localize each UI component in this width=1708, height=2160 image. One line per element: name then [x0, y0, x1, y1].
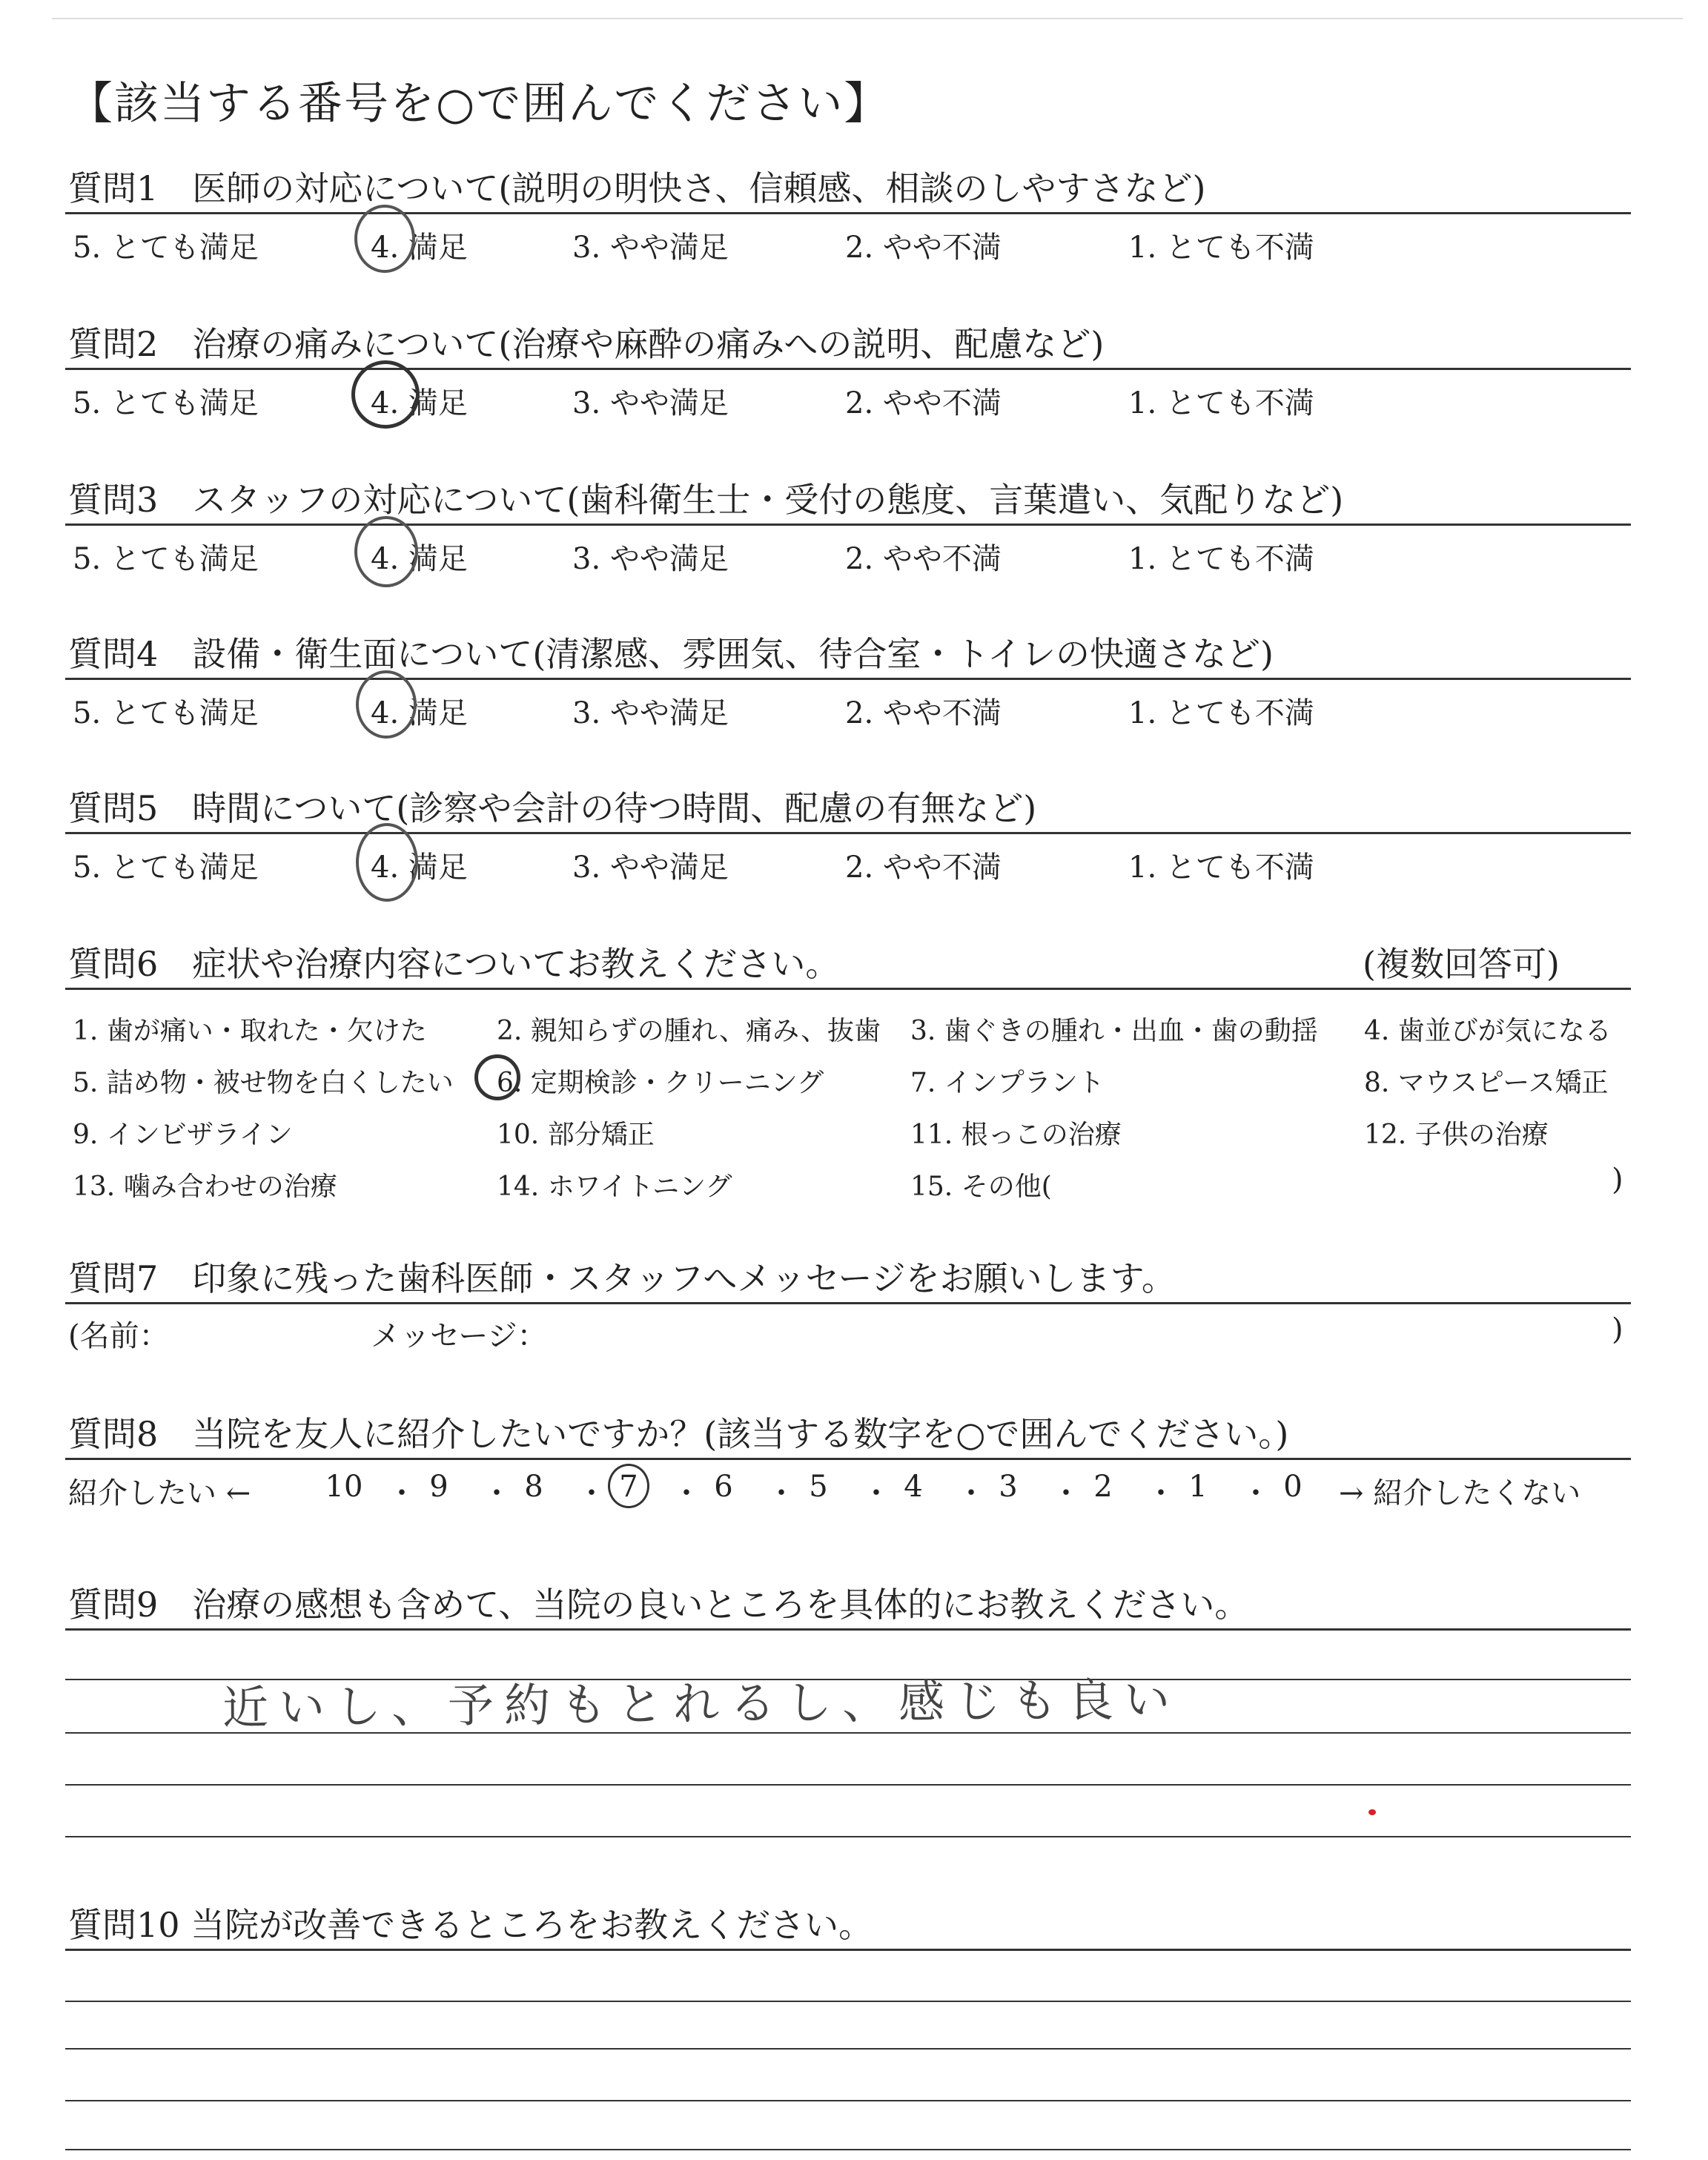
question-10-title: 質問10 当院が改善できるところをお教えください。 — [68, 1905, 873, 1945]
q6-option-15[interactable]: 15. その他( — [910, 1172, 1052, 1202]
q10-line-2 — [65, 2001, 1631, 2002]
question-8-title: 質問8 当院を友人に紹介したいですか？(該当する数字を○で囲んでください。) — [68, 1414, 1289, 1454]
q6-option-6[interactable]: 6. 定期検診・クリーニング — [497, 1068, 824, 1098]
question-2-rule — [65, 368, 1631, 370]
q1-option-1[interactable]: 1. とても不満 — [1128, 231, 1314, 265]
q8-scale-10[interactable]: 10 — [325, 1470, 363, 1504]
q2-option-2[interactable]: 2. やや不満 — [845, 386, 1002, 420]
q8-separator: ・ — [861, 1476, 891, 1510]
q8-scale-8[interactable]: 8 — [524, 1470, 543, 1504]
q7-name-label: (名前： — [68, 1319, 169, 1353]
q8-separator: ・ — [956, 1476, 986, 1510]
q7-message-label: メッセージ： — [371, 1319, 547, 1353]
q8-scale-7[interactable]: 7 — [619, 1470, 638, 1504]
q7-close-paren: ) — [1612, 1312, 1623, 1347]
q10-line-4 — [65, 2100, 1631, 2101]
q5-option-5[interactable]: 5. とても満足 — [73, 851, 259, 885]
q1-option-4[interactable]: 4. 満足 — [371, 231, 468, 265]
q8-scale-0[interactable]: 0 — [1283, 1470, 1302, 1504]
question-3-rule — [65, 524, 1631, 526]
q4-option-3[interactable]: 3. やや満足 — [572, 696, 729, 730]
q9-line-4 — [65, 1784, 1631, 1786]
q4-option-5[interactable]: 5. とても満足 — [73, 696, 259, 730]
q6-option-4[interactable]: 4. 歯並びが気になる — [1364, 1016, 1612, 1046]
q3-option-1[interactable]: 1. とても不満 — [1128, 542, 1314, 576]
question-6-title: 質問6 症状や治療内容についてお教えください。 — [68, 944, 840, 984]
question-2-title: 質問2 治療の痛みについて(治療や麻酔の痛みへの説明、配慮など) — [68, 324, 1105, 364]
question-4-rule — [65, 678, 1631, 680]
q2-option-3[interactable]: 3. やや満足 — [572, 386, 729, 420]
q8-separator: ・ — [387, 1476, 417, 1510]
question-6-rule — [65, 988, 1631, 990]
q2-option-5[interactable]: 5. とても満足 — [73, 386, 259, 420]
q8-separator: ・ — [1051, 1476, 1081, 1510]
q1-selection-circle — [354, 205, 415, 273]
q10-line-5 — [65, 2149, 1631, 2150]
q6-option-14[interactable]: 14. ホワイトニング — [497, 1172, 732, 1202]
q9-line-1 — [65, 1628, 1631, 1631]
q3-option-3[interactable]: 3. やや満足 — [572, 542, 729, 576]
q5-selection-circle — [356, 823, 418, 902]
question-7-rule — [65, 1302, 1631, 1304]
q8-separator: ・ — [482, 1476, 512, 1510]
page-title: 【該当する番号を○で囲んでください】 — [68, 78, 890, 130]
q6-option-9[interactable]: 9. インビザライン — [73, 1120, 293, 1150]
question-5-title: 質問5 時間について(診察や会計の待つ時間、配慮の有無など) — [68, 788, 1037, 828]
q6-option-3[interactable]: 3. 歯ぐきの腫れ・出血・歯の動揺 — [910, 1016, 1318, 1046]
q5-option-3[interactable]: 3. やや満足 — [572, 851, 729, 885]
q2-option-1[interactable]: 1. とても不満 — [1128, 386, 1314, 420]
q3-selection-circle — [354, 516, 418, 587]
q10-line-1 — [65, 1949, 1631, 1951]
q4-selection-circle — [356, 670, 417, 739]
q4-option-4[interactable]: 4. 満足 — [371, 696, 468, 730]
q8-separator: ・ — [1146, 1476, 1176, 1510]
question-3-title: 質問3 スタッフの対応について(歯科衛生士・受付の態度、言葉遣い、気配りなど) — [68, 480, 1344, 520]
q8-separator: ・ — [672, 1476, 701, 1510]
q6-option-12[interactable]: 12. 子供の治療 — [1364, 1120, 1549, 1150]
q6-option-10[interactable]: 10. 部分矯正 — [497, 1120, 655, 1150]
q8-separator: ・ — [1241, 1476, 1271, 1510]
q4-option-1[interactable]: 1. とても不満 — [1128, 696, 1314, 730]
q8-scale-5[interactable]: 5 — [809, 1470, 828, 1504]
q8-scale-1[interactable]: 1 — [1188, 1470, 1208, 1504]
q3-option-5[interactable]: 5. とても満足 — [73, 542, 259, 576]
q8-selection-circle — [608, 1464, 649, 1508]
q3-option-4[interactable]: 4. 満足 — [371, 542, 468, 576]
q2-selection-circle — [351, 360, 420, 429]
q8-scale-6[interactable]: 6 — [714, 1470, 733, 1504]
question-1-title: 質問1 医師の対応について(説明の明快さ、信頼感、相談のしやすさなど) — [68, 168, 1206, 208]
q10-line-3 — [65, 2048, 1631, 2050]
q5-option-4[interactable]: 4. 満足 — [371, 851, 468, 885]
q6-option-13[interactable]: 13. 噛み合わせの治療 — [73, 1172, 337, 1202]
q1-option-5[interactable]: 5. とても満足 — [73, 231, 259, 265]
question-5-rule — [65, 832, 1631, 834]
q5-option-1[interactable]: 1. とても不満 — [1128, 851, 1314, 885]
q8-left-label: 紹介したい ← — [68, 1476, 251, 1510]
q8-scale-9[interactable]: 9 — [429, 1470, 448, 1504]
scan-top-edge — [52, 18, 1683, 19]
question-8-rule — [65, 1458, 1631, 1460]
q4-option-2[interactable]: 2. やや不満 — [845, 696, 1002, 730]
question-6-note: (複数回答可) — [1363, 944, 1560, 984]
q6-option-5[interactable]: 5. 詰め物・被せ物を白くしたい — [73, 1068, 454, 1098]
q8-right-label: → 紹介したくない — [1339, 1476, 1581, 1510]
question-4-title: 質問4 設備・衛生面について(清潔感、雰囲気、待合室・トイレの快適さなど) — [68, 634, 1274, 674]
q2-option-4[interactable]: 4. 満足 — [371, 386, 468, 420]
q1-option-2[interactable]: 2. やや不満 — [845, 231, 1002, 265]
q8-scale-4[interactable]: 4 — [904, 1470, 923, 1504]
question-9-title: 質問9 治療の感想も含めて、当院の良いところを具体的にお教えください。 — [68, 1585, 1249, 1625]
question-7-title: 質問7 印象に残った歯科医師・スタッフへメッセージをお願いします。 — [68, 1258, 1176, 1298]
q6-option-11[interactable]: 11. 根っこの治療 — [910, 1120, 1122, 1150]
q8-scale-2[interactable]: 2 — [1093, 1470, 1113, 1504]
q6-option-7[interactable]: 7. インプラント — [910, 1068, 1105, 1098]
q8-scale-3[interactable]: 3 — [999, 1470, 1018, 1504]
q6-selection-circle — [474, 1054, 520, 1100]
q6-other-close-paren: ) — [1612, 1163, 1623, 1197]
question-1-rule — [65, 212, 1631, 214]
red-ink-mark — [1368, 1809, 1376, 1815]
q9-handwritten-answer: 近いし、予約もとれるし、感じも良い — [222, 1672, 1181, 1735]
q8-separator: ・ — [577, 1476, 606, 1510]
q1-option-3[interactable]: 3. やや満足 — [572, 231, 729, 265]
q5-option-2[interactable]: 2. やや不満 — [845, 851, 1002, 885]
q8-separator: ・ — [767, 1476, 796, 1510]
q9-line-5 — [65, 1836, 1631, 1837]
q6-option-1[interactable]: 1. 歯が痛い・取れた・欠けた — [73, 1016, 427, 1046]
q3-option-2[interactable]: 2. やや不満 — [845, 542, 1002, 576]
q6-option-2[interactable]: 2. 親知らずの腫れ、痛み、抜歯 — [497, 1016, 881, 1046]
q6-option-8[interactable]: 8. マウスピース矯正 — [1364, 1068, 1609, 1098]
